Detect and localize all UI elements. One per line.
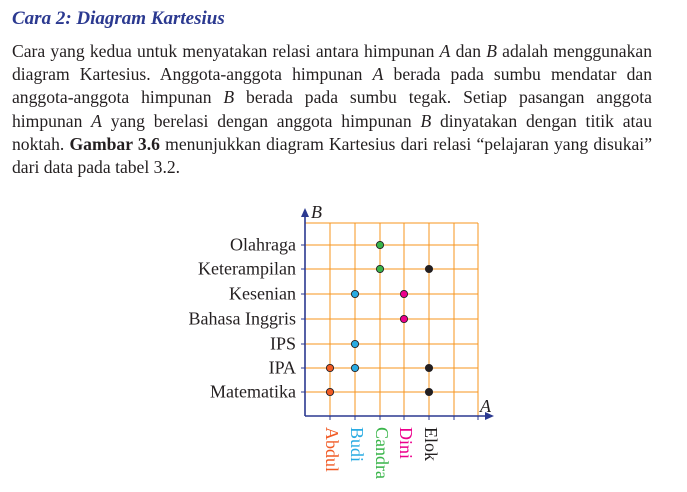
y-tick-label: Kesenian [229,283,296,304]
figure-reference: Gambar 3.6 [69,133,160,154]
data-point [425,265,432,272]
x-tick-label: Budi [346,427,367,463]
paragraph-text: dan [450,41,487,61]
data-point [425,388,432,395]
paragraph-text: berada pada sumbu tegak. Setiap pasangan anggota himpunan [12,87,652,131]
set-a-symbol: A [91,110,102,131]
data-point [376,265,383,272]
paragraph-text: berada pada sumbu mendatar dan anggota-anggota himpunan [12,64,652,108]
x-tick-label: Abdul [321,427,342,472]
y-tick-label: IPS [269,333,296,354]
data-point [351,340,358,347]
set-a-symbol: A [439,41,451,61]
data-point [326,364,333,371]
y-axis-name: B [311,202,322,222]
x-tick-label: Elok [420,427,441,461]
section-heading: Cara 2: Diagram Kartesius [12,8,225,29]
data-point [351,364,358,371]
set-b-symbol: B [486,41,497,61]
y-tick-label: Bahasa Inggris [188,308,296,329]
data-point [400,290,407,297]
set-a-symbol: A [372,64,384,85]
y-tick-label: Keterampilan [198,258,296,279]
y-tick-label: Matematika [210,381,296,402]
set-b-symbol: B [223,87,235,108]
set-b-symbol: B [420,110,432,131]
data-point [400,315,407,322]
y-tick-label: Olahraga [230,234,296,255]
data-point [425,364,432,371]
y-tick-label: IPA [268,357,296,378]
paragraph-text: yang berelasi dengan anggota himpunan [101,110,421,131]
paragraph-text: dinyatakan dengan titik atau noktah. [12,110,652,154]
data-point [351,290,358,297]
x-tick-label: Dini [395,427,416,460]
paragraph-text: Cara yang kedua untuk menyatakan relasi antara himpunan [12,41,440,61]
y-axis-arrow [301,208,309,217]
paragraph-text: menunjukkan diagram Kartesius dari relasi “pelajaran yang disukai” dari data pada tabel 3.2. [12,133,653,178]
paragraph-text: adalah menggunakan diagram Kartesius. Anggota-anggota himpunan [12,41,652,85]
x-tick-label: Candra [371,427,392,479]
data-point [376,241,383,248]
data-point [326,388,333,395]
x-axis-name: A [480,396,491,416]
